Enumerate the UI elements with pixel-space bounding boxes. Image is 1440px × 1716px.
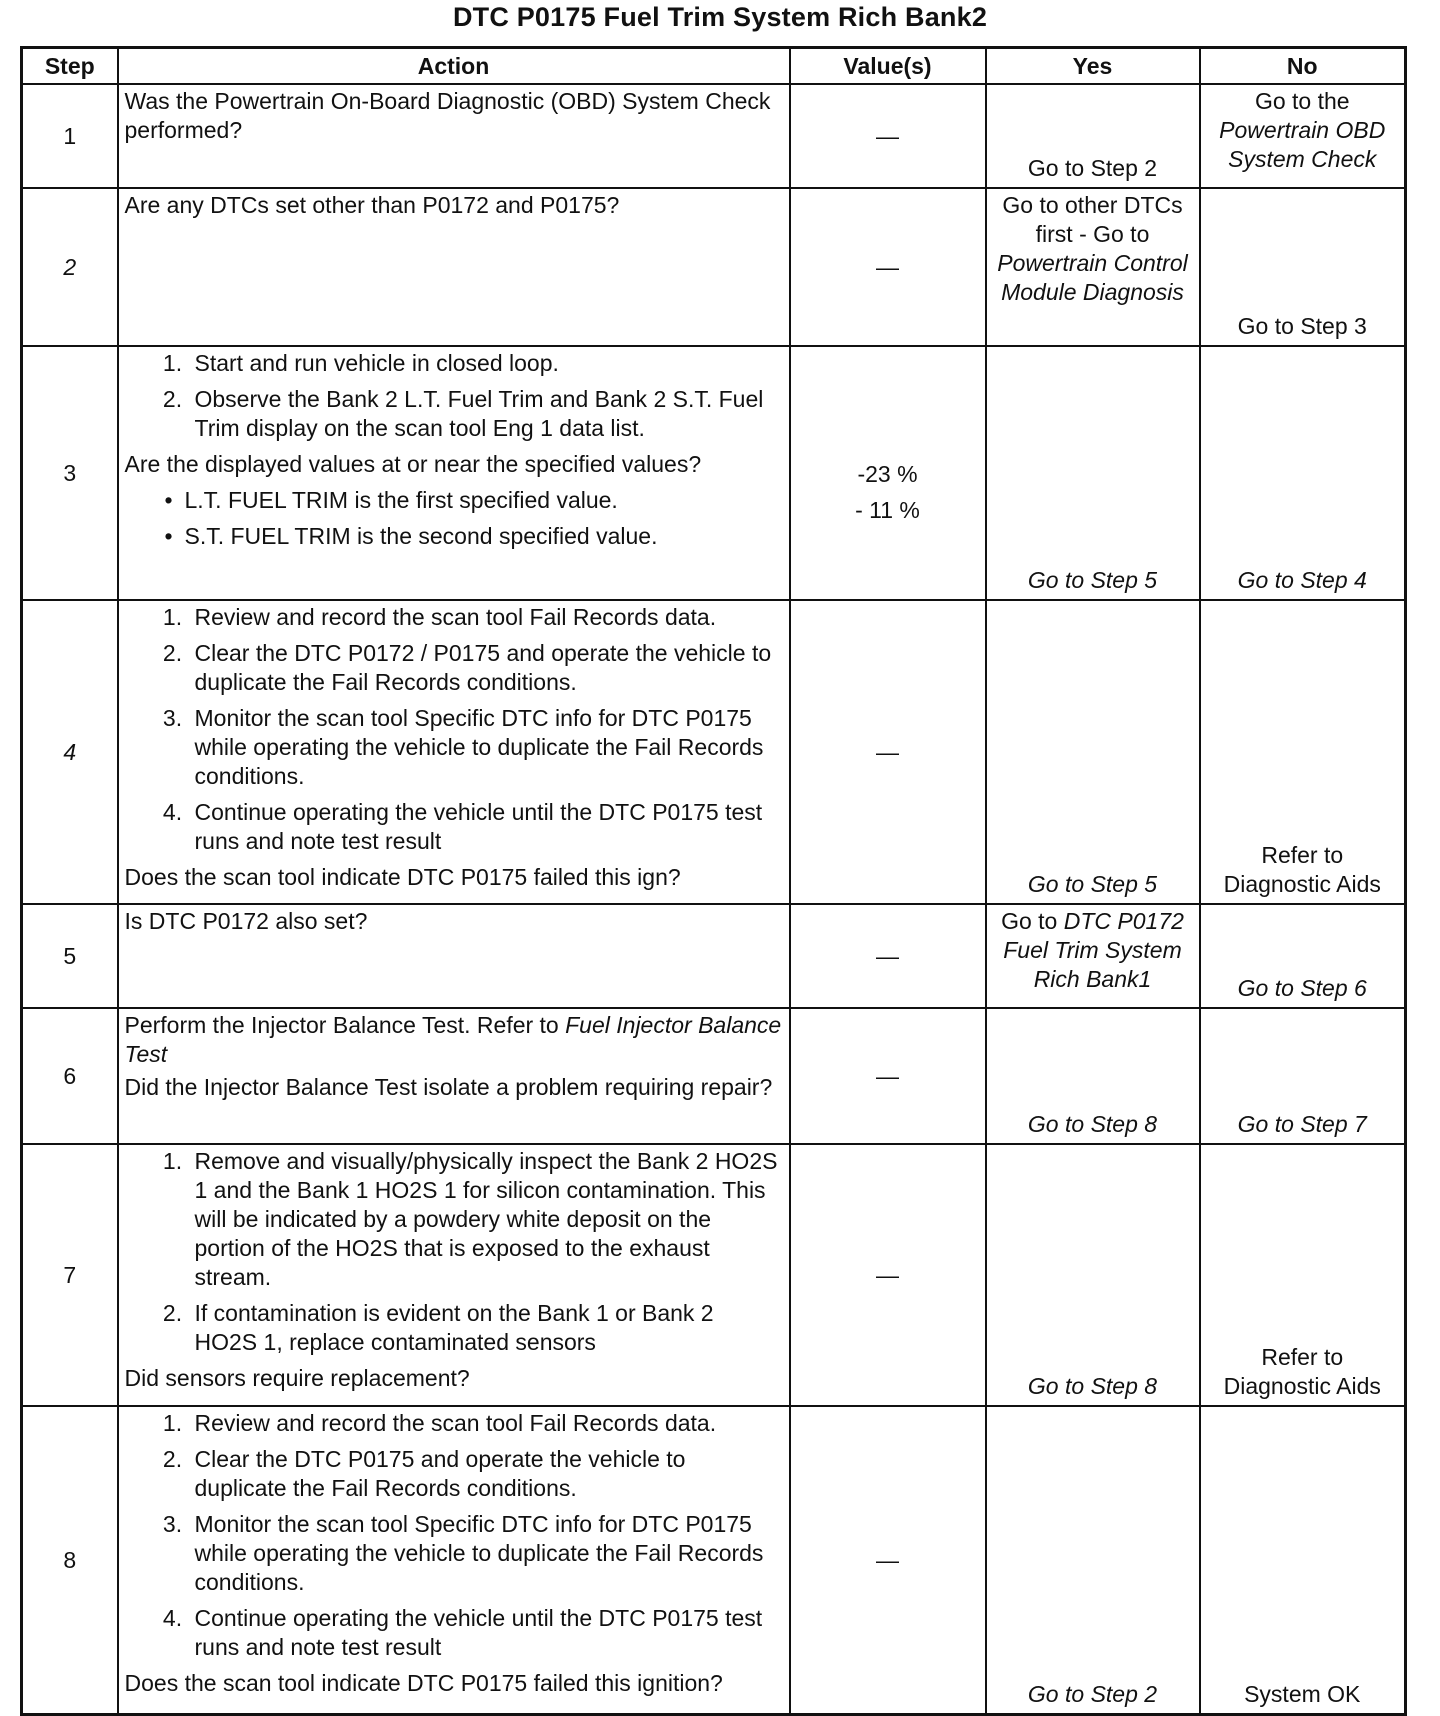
- action-bullets: [125, 486, 783, 551]
- header-no: No: [1200, 48, 1406, 85]
- value-st-fuel-trim: - 11 %: [855, 497, 920, 523]
- action-cell: [118, 904, 790, 1008]
- no-text: Go to the: [1254, 88, 1350, 114]
- no-cell[interactable]: Go to Step 4: [1200, 346, 1406, 600]
- yes-link[interactable]: Powertrain Control Module Diagnosis: [997, 250, 1188, 305]
- table-row: [22, 904, 1406, 1008]
- yes-cell[interactable]: Go to Step 2: [986, 84, 1200, 188]
- action-cell: [118, 346, 790, 600]
- header-values: Value(s): [790, 48, 986, 85]
- action-question: Are the displayed values at or near the specified values?: [124, 451, 702, 477]
- action-cell: [118, 1008, 790, 1144]
- action-text: [125, 1011, 783, 1069]
- action-step: 2. Observe the Bank 2 L.T. Fuel Trim and Bank 2 S.T. Fuel Trim display on the scan tool Eng 1 data list.: [189, 385, 783, 443]
- yes-text: Go to other DTCs first - Go to: [1002, 192, 1183, 247]
- action-step: 2. If contamination is evident on the Bank 1 or Bank 2 HO2S 1, replace contaminated sensors: [189, 1299, 783, 1357]
- yes-cell[interactable]: [986, 188, 1200, 346]
- no-link[interactable]: Powertrain OBD System Check: [1219, 117, 1386, 172]
- no-cell[interactable]: Go to Step 6: [1200, 904, 1406, 1008]
- yes-cell[interactable]: [986, 904, 1200, 1008]
- table-header-row: [22, 48, 1406, 85]
- header-action: Action: [118, 48, 790, 85]
- action-step: 2. Clear the DTC P0172 / P0175 and operate the vehicle to duplicate the Fail Records conditions.: [189, 639, 783, 697]
- action-cell: [118, 188, 790, 346]
- table-row: [22, 1008, 1406, 1144]
- action-cell: [118, 600, 790, 904]
- action-cell: [118, 1406, 790, 1715]
- value-cell: —: [790, 188, 986, 346]
- table-row: [22, 1406, 1406, 1715]
- yes-cell[interactable]: Go to Step 8: [986, 1008, 1200, 1144]
- action-question: Did the Injector Balance Test isolate a problem requiring repair?: [124, 1074, 773, 1100]
- table-row: [22, 188, 1406, 346]
- step-number: 3: [22, 346, 118, 600]
- step-number: 4: [22, 600, 118, 904]
- action-steps: [125, 603, 783, 856]
- yes-cell[interactable]: Go to Step 5: [986, 600, 1200, 904]
- yes-text: Go to: [1001, 908, 1058, 934]
- no-cell[interactable]: Refer to Diagnostic Aids: [1200, 1144, 1406, 1406]
- action-text-lead: Perform the Injector Balance Test. Refer to: [124, 1012, 559, 1038]
- action-question: Did sensors require replacement?: [124, 1365, 470, 1391]
- value-lt-fuel-trim: -23 %: [857, 461, 918, 487]
- action-bullet: • S.T. FUEL TRIM is the second specified value.: [165, 522, 783, 551]
- action-step: 4. Continue operating the vehicle until the DTC P0175 test runs and note test result: [189, 1604, 783, 1662]
- no-cell[interactable]: Go to Step 7: [1200, 1008, 1406, 1144]
- action-step: 3. Monitor the scan tool Specific DTC info for DTC P0175 while operating the vehicle to duplicate the Fail Records conditions.: [189, 1510, 783, 1597]
- action-step: 1. Review and record the scan tool Fail Records data.: [189, 1409, 783, 1438]
- value-cell: —: [790, 84, 986, 188]
- page-title: DTC P0175 Fuel Trim System Rich Bank2: [452, 2, 988, 32]
- step-number: 1: [22, 84, 118, 188]
- step-number: 7: [22, 1144, 118, 1406]
- action-question: Does the scan tool indicate DTC P0175 failed this ign?: [124, 864, 681, 890]
- action-step: 4. Continue operating the vehicle until the DTC P0175 test runs and note test result: [189, 798, 783, 856]
- value-cell: —: [790, 904, 986, 1008]
- header-step: Step: [22, 48, 118, 85]
- action-text: Is DTC P0172 also set?: [124, 908, 368, 934]
- action-steps: [125, 1409, 783, 1662]
- value-cell: [790, 346, 986, 600]
- action-steps: [125, 349, 783, 443]
- step-number: 8: [22, 1406, 118, 1715]
- action-step: 1. Remove and visually/physically inspect the Bank 2 HO2S 1 and the Bank 1 HO2S 1 for silicon contamination. This will be indicated by a powdery white deposit on the portion of the HO2S that is exposed to the exhaust stream.: [189, 1147, 783, 1292]
- table-row: [22, 1144, 1406, 1406]
- yes-cell[interactable]: Go to Step 8: [986, 1144, 1200, 1406]
- value-cell: —: [790, 1406, 986, 1715]
- table-row: [22, 84, 1406, 188]
- table-row: [22, 346, 1406, 600]
- action-step: 1. Start and run vehicle in closed loop.: [189, 349, 783, 378]
- no-cell: System OK: [1200, 1406, 1406, 1715]
- action-cell: [118, 1144, 790, 1406]
- action-bullet: • L.T. FUEL TRIM is the first specified value.: [165, 486, 783, 515]
- yes-cell[interactable]: Go to Step 2: [986, 1406, 1200, 1715]
- value-cell: —: [790, 600, 986, 904]
- action-steps: [125, 1147, 783, 1357]
- header-yes: Yes: [986, 48, 1200, 85]
- step-number: 6: [22, 1008, 118, 1144]
- yes-link[interactable]: DTC P0172 Fuel Trim System Rich Bank1: [1003, 908, 1184, 992]
- action-text: Are any DTCs set other than P0172 and P0175?: [124, 192, 620, 218]
- action-link[interactable]: Fuel Injector Balance Test: [124, 1012, 782, 1067]
- no-cell[interactable]: [1200, 84, 1406, 188]
- action-step: 2. Clear the DTC P0175 and operate the vehicle to duplicate the Fail Records conditions.: [189, 1445, 783, 1503]
- value-cell: —: [790, 1144, 986, 1406]
- action-step: 3. Monitor the scan tool Specific DTC info for DTC P0175 while operating the vehicle to duplicate the Fail Records conditions.: [189, 704, 783, 791]
- no-cell[interactable]: Refer to Diagnostic Aids: [1200, 600, 1406, 904]
- action-text: Was the Powertrain On-Board Diagnostic (OBD) System Check performed?: [124, 88, 771, 143]
- yes-cell[interactable]: Go to Step 5: [986, 346, 1200, 600]
- action-cell: [118, 84, 790, 188]
- step-number: 5: [22, 904, 118, 1008]
- action-question: Does the scan tool indicate DTC P0175 failed this ignition?: [124, 1670, 723, 1696]
- value-cell: —: [790, 1008, 986, 1144]
- no-cell[interactable]: Go to Step 3: [1200, 188, 1406, 346]
- step-number: 2: [22, 188, 118, 346]
- diagnostic-table: [20, 46, 1407, 1716]
- table-row: [22, 600, 1406, 904]
- action-step: 1. Review and record the scan tool Fail Records data.: [189, 603, 783, 632]
